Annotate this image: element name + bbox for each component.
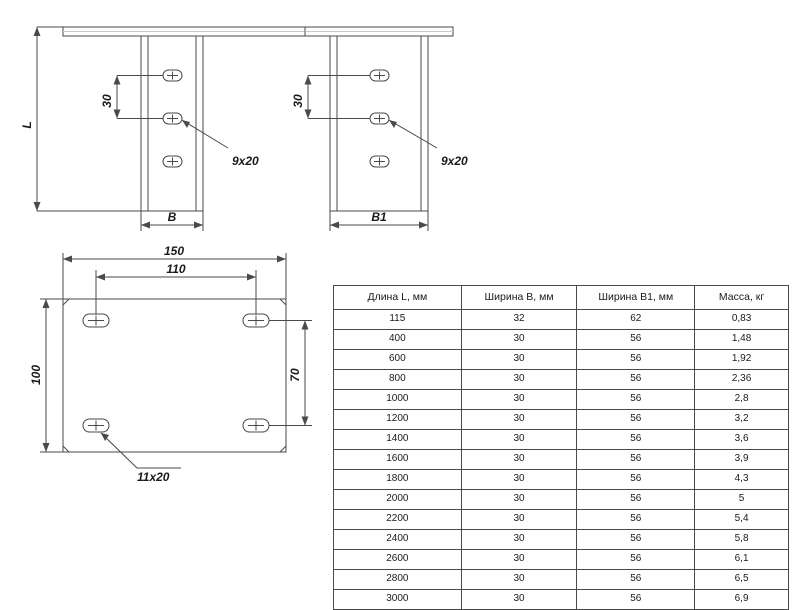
table-cell: 30	[461, 370, 577, 390]
table-cell: 1200	[334, 410, 462, 430]
table-cell: 30	[461, 450, 577, 470]
table-cell: 30	[461, 530, 577, 550]
table-row	[334, 550, 789, 570]
table-cell: 3,2	[695, 410, 789, 430]
table-row	[334, 330, 789, 350]
table-cell: 30	[461, 350, 577, 370]
table-cell: 30	[461, 510, 577, 530]
table-cell: 400	[334, 330, 462, 350]
table-cell: 32	[461, 310, 577, 330]
callout-label-9x20-right: 9x20	[441, 154, 468, 168]
table-cell: 6,5	[695, 570, 789, 590]
table-cell: 56	[577, 510, 695, 530]
table-cell: 3,6	[695, 430, 789, 450]
table-row	[334, 470, 789, 490]
table-cell: 5,4	[695, 510, 789, 530]
table-cell: 56	[577, 450, 695, 470]
table-cell: 30	[461, 430, 577, 450]
table-cell: 56	[577, 530, 695, 550]
dim-label-B: B	[167, 210, 177, 224]
table-cell: 56	[577, 590, 695, 610]
table-cell: 56	[577, 350, 695, 370]
table-cell: 1,92	[695, 350, 789, 370]
table-cell: 2,36	[695, 370, 789, 390]
table-cell: 56	[577, 470, 695, 490]
table-cell: 5,8	[695, 530, 789, 550]
table-cell: 6,1	[695, 550, 789, 570]
table-cell: 2000	[334, 490, 462, 510]
table-cell: 1800	[334, 470, 462, 490]
table-cell: 30	[461, 570, 577, 590]
table-cell: 3,9	[695, 450, 789, 470]
specification-table	[333, 285, 789, 610]
callout-label-9x20-left: 9x20	[232, 154, 259, 168]
dim-label-110: 110	[166, 262, 186, 276]
front-view-b	[37, 27, 306, 231]
table-cell: 56	[577, 570, 695, 590]
dimension-100	[40, 299, 63, 452]
dim-label-30-left: 30	[100, 94, 114, 108]
table-row	[334, 430, 789, 450]
dim-label-B1: B1	[371, 210, 387, 224]
table-cell: 56	[577, 410, 695, 430]
table-cell: 1400	[334, 430, 462, 450]
table-cell: 2800	[334, 570, 462, 590]
table-cell: 4,3	[695, 470, 789, 490]
table-row	[334, 450, 789, 470]
table-row	[334, 390, 789, 410]
table-cell: 6,9	[695, 590, 789, 610]
table-header-row	[334, 286, 789, 310]
table-cell: 1,48	[695, 330, 789, 350]
table-cell: 2600	[334, 550, 462, 570]
column-header-width-b1: Ширина B1, мм	[577, 286, 695, 310]
table-cell: 3000	[334, 590, 462, 610]
table-cell: 1600	[334, 450, 462, 470]
base-plate-plan-view	[40, 253, 312, 468]
column-header-mass: Масса, кг	[695, 286, 789, 310]
table-cell: 1000	[334, 390, 462, 410]
table-cell: 0,83	[695, 310, 789, 330]
column-header-width-b: Ширина B, мм	[461, 286, 577, 310]
table-cell: 2,8	[695, 390, 789, 410]
table-cell: 115	[334, 310, 462, 330]
table-cell: 30	[461, 490, 577, 510]
table-row	[334, 530, 789, 550]
dim-label-L: L	[20, 121, 34, 129]
table-cell: 2400	[334, 530, 462, 550]
table-cell: 5	[695, 490, 789, 510]
table-cell: 2200	[334, 510, 462, 530]
table-cell: 30	[461, 550, 577, 570]
table-cell: 800	[334, 370, 462, 390]
callout-label-11x20: 11x20	[137, 470, 170, 484]
table-cell: 30	[461, 590, 577, 610]
table-cell: 62	[577, 310, 695, 330]
table-row	[334, 490, 789, 510]
dim-label-70: 70	[288, 368, 302, 382]
table-row	[334, 310, 789, 330]
table-cell: 56	[577, 430, 695, 450]
table-cell: 30	[461, 390, 577, 410]
table-cell: 56	[577, 370, 695, 390]
table-row	[334, 510, 789, 530]
table-cell: 56	[577, 390, 695, 410]
table-row	[334, 410, 789, 430]
table-cell: 30	[461, 410, 577, 430]
table-row	[334, 370, 789, 390]
table-cell: 30	[461, 330, 577, 350]
dim-label-30-right: 30	[291, 94, 305, 108]
table-row	[334, 350, 789, 370]
column-header-length: Длина L, мм	[334, 286, 462, 310]
dim-label-100: 100	[29, 364, 43, 386]
table-cell: 56	[577, 330, 695, 350]
table-cell: 30	[461, 470, 577, 490]
table-cell: 56	[577, 490, 695, 510]
front-view-b1	[305, 27, 453, 231]
table-cell: 56	[577, 550, 695, 570]
table-row	[334, 570, 789, 590]
dim-label-150: 150	[163, 244, 185, 258]
table-cell: 600	[334, 350, 462, 370]
